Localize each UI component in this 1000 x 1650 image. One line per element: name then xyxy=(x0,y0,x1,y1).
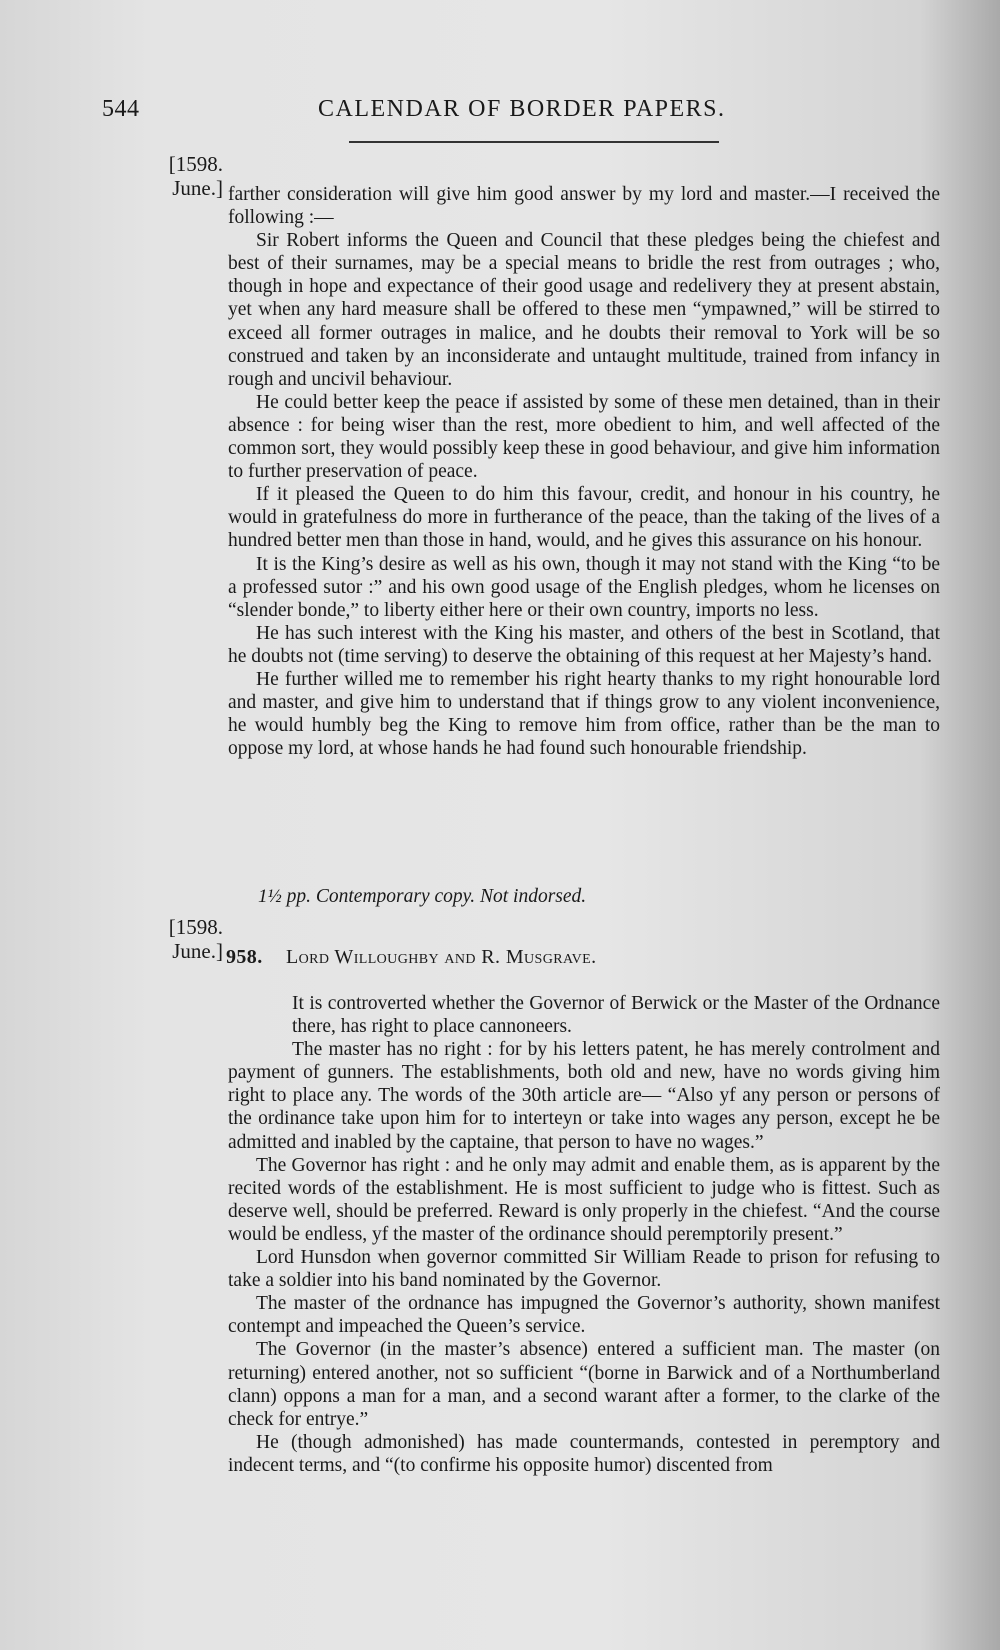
margin-month: June.] xyxy=(172,176,223,200)
page-count: 1½ xyxy=(258,886,282,907)
paragraph: Lord Hunsdon when governor committed Sir William Reade to prison for refusing to take a soldier into his band nominated by the Governor. xyxy=(228,1247,940,1292)
margin-year: [1598. xyxy=(168,152,223,176)
source-note-text: pp. Contemporary copy. Not indorsed. xyxy=(286,886,587,907)
margin-month: June.] xyxy=(172,939,223,963)
margin-date-2 xyxy=(125,915,223,963)
paragraph: The master of the ordnance has impugned the Governor’s authority, shown manifest contempt and impeached the Queen’s service. xyxy=(228,1293,940,1338)
source-note xyxy=(258,886,586,908)
paragraph: farther consideration will give him good answer by my lord and master.—I received the following :— xyxy=(228,184,940,229)
paragraph: He could better keep the peace if assisted by some of these men detained, than in their absence : for being wiser than the rest, more obedient to him, and well affected of the common sort, they would possibly keep these in good behaviour, and give him information to further preservation of peace. xyxy=(228,391,940,483)
header-rule xyxy=(349,141,719,143)
paragraph: He has such interest with the King his master, and others of the best in Scotland, that he doubts not (time serving) to deserve the obtaining of this request at her Majesty’s hand. xyxy=(228,622,940,667)
paragraph: The Governor has right : and he only may admit and enable them, as is apparent by the recited words of the establishment. He is most sufficient to judge who is fittest. Such as deserve well, should be preferred. Reward is only properly in the chiefest. “And the course would be endless, yf the master of the ordinance should peremptorily present.” xyxy=(228,1154,940,1245)
paragraph: The master has no right : for by his letters patent, he has merely controlment and payment of gunners. The establishments, both old and new, have no words giving him right to place any. The words of the 30th article are— “Also yf any person or persons of the ordinance take upon him for to interteyn or take into wages any person, except he be admitted and inabled by the captaine, that person to have no wages.” xyxy=(228,1039,940,1153)
paragraph: It is the King’s desire as well as his own, though it may not stand with the King “to be a professed sutor :” and his own good usage of the English pledges, whom he licenses on “slender bonde,” to liberty either here or their own country, imports no less. xyxy=(228,553,940,621)
paragraph: Sir Robert informs the Queen and Council that these pledges being the chiefest and best of their surnames, may be a special means to bridle the rest from outrages ; who, though in hope and expectance of their good usage and redelivery they at present abstain, yet when any hard measure shall be offered to these men “ympawned,” will be stirred to exceed all former outrages in malice, and he doubts their removal to York will be so construed and taken by an inconsiderate and untaught multitude, trained from infancy in rough and uncivil behaviour. xyxy=(228,230,940,390)
page-number: 544 xyxy=(102,96,140,122)
margin-year: [1598. xyxy=(168,915,223,939)
entry-number: 958. xyxy=(226,946,263,968)
section-1-body xyxy=(228,183,940,760)
running-title: CALENDAR OF BORDER PAPERS. xyxy=(318,96,726,122)
paragraph: He further willed me to remember his right hearty thanks to my right honourable lord and master, and give him to understand that if things grow to any violent inconvenience, he would humbly beg the King to remove him from office, rather than be the man to oppose my lord, at whose hands he had found such honourable friendship. xyxy=(228,668,940,760)
paragraph: He (though admonished) has made countermands, contested in peremptory and indecent terms, and “(to confirme his opposite humor) discented from xyxy=(228,1431,940,1476)
section-2-body xyxy=(228,992,940,1477)
paragraph: The Governor (in the master’s absence) entered a sufficient man. The master (on returning) entered another, not so sufficient “(borne in Barwick and of a Northumberland clann) oppons a man for a man, and a second warant after a former, to the clarke of the check for entrye.” xyxy=(228,1339,940,1430)
paragraph: If it pleased the Queen to do him this favour, credit, and honour in his country, he would in gratefulness do more in furtherance of the peace, than the taking of the lives of a hundred better men than those in hand, would, and he gives this assurance on his honour. xyxy=(228,484,940,552)
entry-heading xyxy=(226,946,597,969)
entry-title: Lord Willoughby and R. Musgrave. xyxy=(286,946,597,968)
lead-paragraph: It is controverted whether the Governor of Berwick or the Master of the Ordnance there, has right to place cannoneers. xyxy=(292,993,940,1038)
margin-date-1 xyxy=(125,152,223,200)
